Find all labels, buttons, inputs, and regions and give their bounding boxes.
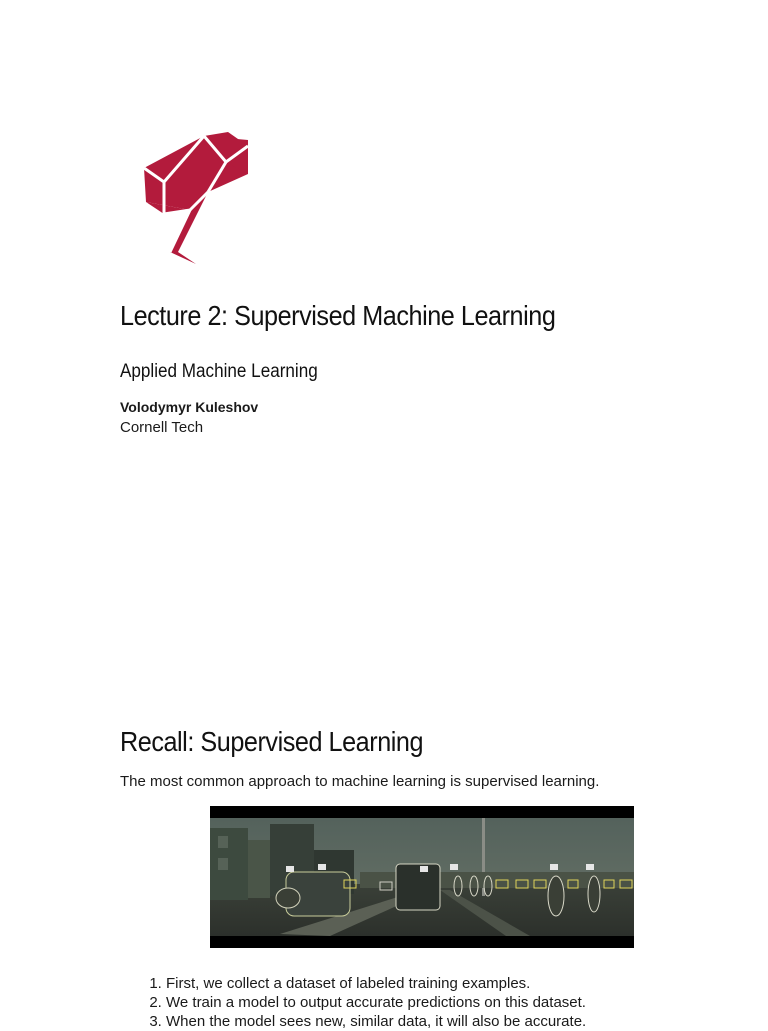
page-title: Lecture 2: Supervised Machine Learning [120,300,556,331]
author-affiliation: Cornell Tech [120,419,204,436]
section-intro: The most common approach to machine learning is supervised learning. [120,773,600,790]
steps-list [146,974,586,1031]
cornell-tech-logo-icon [142,130,250,266]
course-subtitle: Applied Machine Learning [120,361,318,382]
street-scene-object-detection-image [210,806,634,948]
list-item: 1. First, we collect a dataset of labeled training examples. [166,974,586,993]
list-item: 3. When the model sees new, similar data, it will also be accurate. [166,1012,586,1031]
author-name: Volodymyr Kuleshov [120,399,259,415]
list-item: 2. We train a model to output accurate predictions on this dataset. [166,993,586,1012]
section-heading: Recall: Supervised Learning [120,726,424,757]
